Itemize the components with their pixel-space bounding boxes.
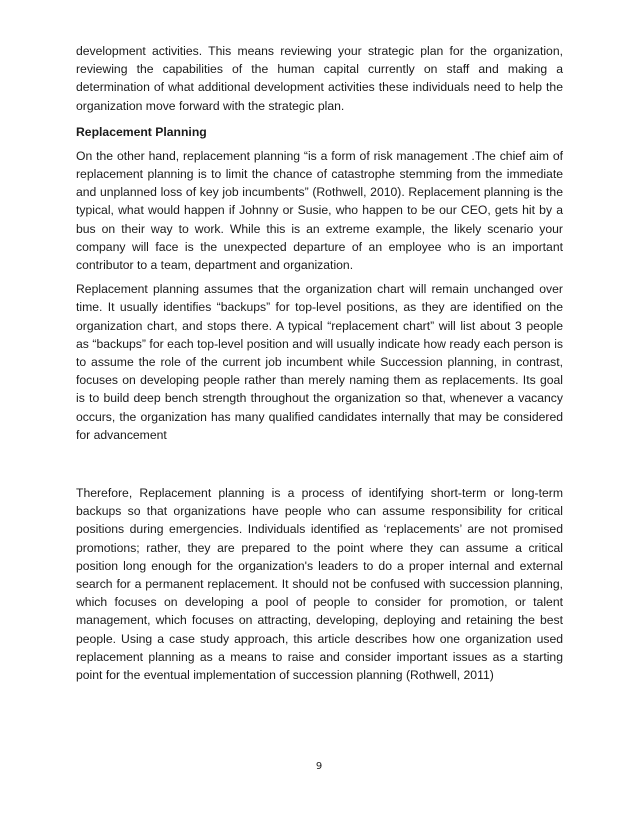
paragraph-1: On the other hand, replacement planning “is a form of risk management .The chief aim of replacement planning is to limit the chance of catastrophe stemming from the immediate and unplanned loss of key job incumbents” (Rothwell, 2010). Replacement planning is the typical, what would happen if Johnny or Susie, who happen to be our CEO, gets hit by a bus on their way to work. While this is an extreme example, the likely scenario your company will face is the unexpected departure of an employee who is an important contributor to a team, department and organization.	[76, 148, 563, 273]
section-heading: Replacement Planning	[76, 124, 207, 139]
page-number: 9	[315, 761, 323, 772]
paragraph-intro: development activities. This means reviewing your strategic plan for the organization, reviewing the capabilities of the human capital currently on staff and making a determination of what additional development activities these individuals need to help the organization move forward with the strategic plan.	[76, 44, 563, 113]
paragraph-2: Replacement planning assumes that the organization chart will remain unchanged over time. It usually identifies “backups” for top-level positions, as they are identified on the organization chart, and stops there. A typical “replacement chart” will list about 3 people as “backups” for each top-level position and will usually indicate how ready each person is to assume the role of the current job incumbent while Succession planning, in contrast, focuses on developing people rather than merely naming them as replacements. Its goal is to build deep bench strength throughout the organization so that, whenever a vacancy occurs, the organization has many qualified candidates internally that may be considered for advancement	[76, 282, 563, 442]
page-body	[76, 42, 563, 684]
paragraph-3: Therefore, Replacement planning is a process of identifying short-term or long-term backups so that organizations have people who can assume responsibility for critical positions during emergencies. Individuals identified as ‘replacements’ are not promised promotions; rather, they are prepared to the point where they can assume a critical position long enough for the organization's leaders to do a proper internal and external search for a permanent replacement. It should not be confused with succession planning, which focuses on developing a pool of people to consider for promotion, or talent management, which focuses on attracting, developing, deploying and retaining the best people. Using a case study approach, this article describes how one organization used replacement planning as a means to raise and consider important issues as a starting point for the eventual implementation of succession planning (Rothwell, 2011)	[76, 486, 563, 683]
